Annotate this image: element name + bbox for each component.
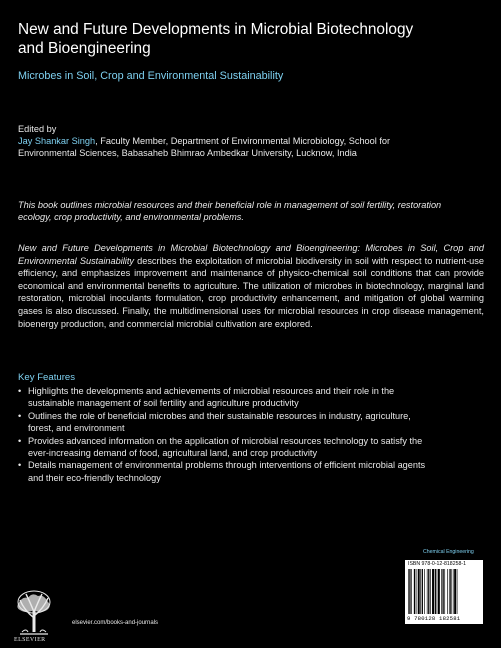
feature-text: forest, and environment bbox=[28, 423, 125, 434]
book-title-line-2: and Bioengineering bbox=[18, 40, 151, 57]
description-body: describes the exploitation of microbial biodiversity in soil with respect to nutrient-use efficiency, and emphasizes improvement and maintenance of physico-chemical soil conditions that can provide economical and environmental benefits to agriculture. The utilization of microbes in biotechnology, marginal land restoration, microbial inoculants formulation, crop productivity enhancement, and mitigation of global warming gases is also discussed. Finally, the multidimensional uses for microbial resources in crop disease management, bioenergy production, and commercial microbial cultivation are explored. bbox=[18, 255, 484, 329]
editor-affiliation-1: , Faculty Member, Department of Environmental Microbiology, School for bbox=[95, 136, 391, 147]
feature-item bbox=[18, 459, 484, 484]
category-label: Chemical Engineering bbox=[423, 549, 474, 555]
description-title-2: and Environmental Sustainability bbox=[18, 243, 484, 266]
book-description bbox=[18, 242, 484, 330]
elsevier-tree-logo-icon bbox=[14, 588, 54, 638]
barcode-icon bbox=[408, 569, 480, 614]
book-intro bbox=[18, 199, 483, 224]
feature-text: Highlights the developments and achievements of microbial resources and their role in the bbox=[28, 386, 395, 396]
feature-item bbox=[18, 410, 484, 435]
feature-text: sustainable management of soil fertility and agriculture productivity bbox=[28, 398, 299, 409]
key-features-heading: Key Features bbox=[18, 372, 76, 383]
description-title-1: New and Future Developments in Microbial Biotechnology and Bioengineering: Microbes in Soil, Crop bbox=[18, 243, 464, 253]
feature-text: Details management of environmental problems through interventions of efficient microbial agents bbox=[28, 460, 426, 471]
bullet-icon: • bbox=[18, 460, 22, 471]
feature-text: Provides advanced information on the application of microbial resources technology to satisfy the bbox=[28, 435, 423, 446]
feature-text: and their eco-friendly technology bbox=[28, 472, 161, 483]
book-intro-line-2: ecology, crop productivity, and environmental problems. bbox=[18, 212, 244, 223]
barcode-number: 9 780128 182581 bbox=[407, 615, 461, 622]
book-intro-line-1: This book outlines microbial resources and their beneficial role in management of soil fertility, restoration bbox=[18, 200, 442, 210]
bullet-icon: • bbox=[18, 435, 22, 446]
editor-affiliation-2: Environmental Sciences, Babasaheb Bhimrao Ambedkar University, Lucknow, India bbox=[18, 148, 357, 159]
editor-line-1 bbox=[18, 135, 488, 147]
feature-item bbox=[18, 385, 484, 410]
book-title-line-1: New and Future Developments in Microbial Biotechnology bbox=[18, 21, 414, 38]
key-features-list bbox=[18, 385, 484, 484]
publisher-name: ELSEVIER bbox=[14, 637, 46, 643]
feature-text: Outlines the role of beneficial microbes and their sustainable resources in industry, agriculture, bbox=[28, 410, 411, 421]
bullet-icon: • bbox=[18, 410, 22, 421]
book-subtitle: Microbes in Soil, Crop and Environmental Sustainability bbox=[18, 70, 284, 82]
barcode bbox=[405, 560, 483, 624]
bullet-icon: • bbox=[18, 386, 22, 396]
feature-item bbox=[18, 435, 484, 460]
editor-block bbox=[18, 123, 488, 160]
feature-text: ever-increasing demand of food, agricultural land, and crop productivity bbox=[28, 448, 318, 459]
editor-name: Jay Shankar Singh bbox=[18, 136, 96, 147]
book-title bbox=[18, 20, 488, 58]
publisher-url: elsevier.com/books-and-journals bbox=[72, 620, 159, 626]
isbn-label: ISBN 978-0-12-818258-1 bbox=[408, 561, 466, 567]
edited-by-label: Edited by bbox=[18, 124, 57, 134]
